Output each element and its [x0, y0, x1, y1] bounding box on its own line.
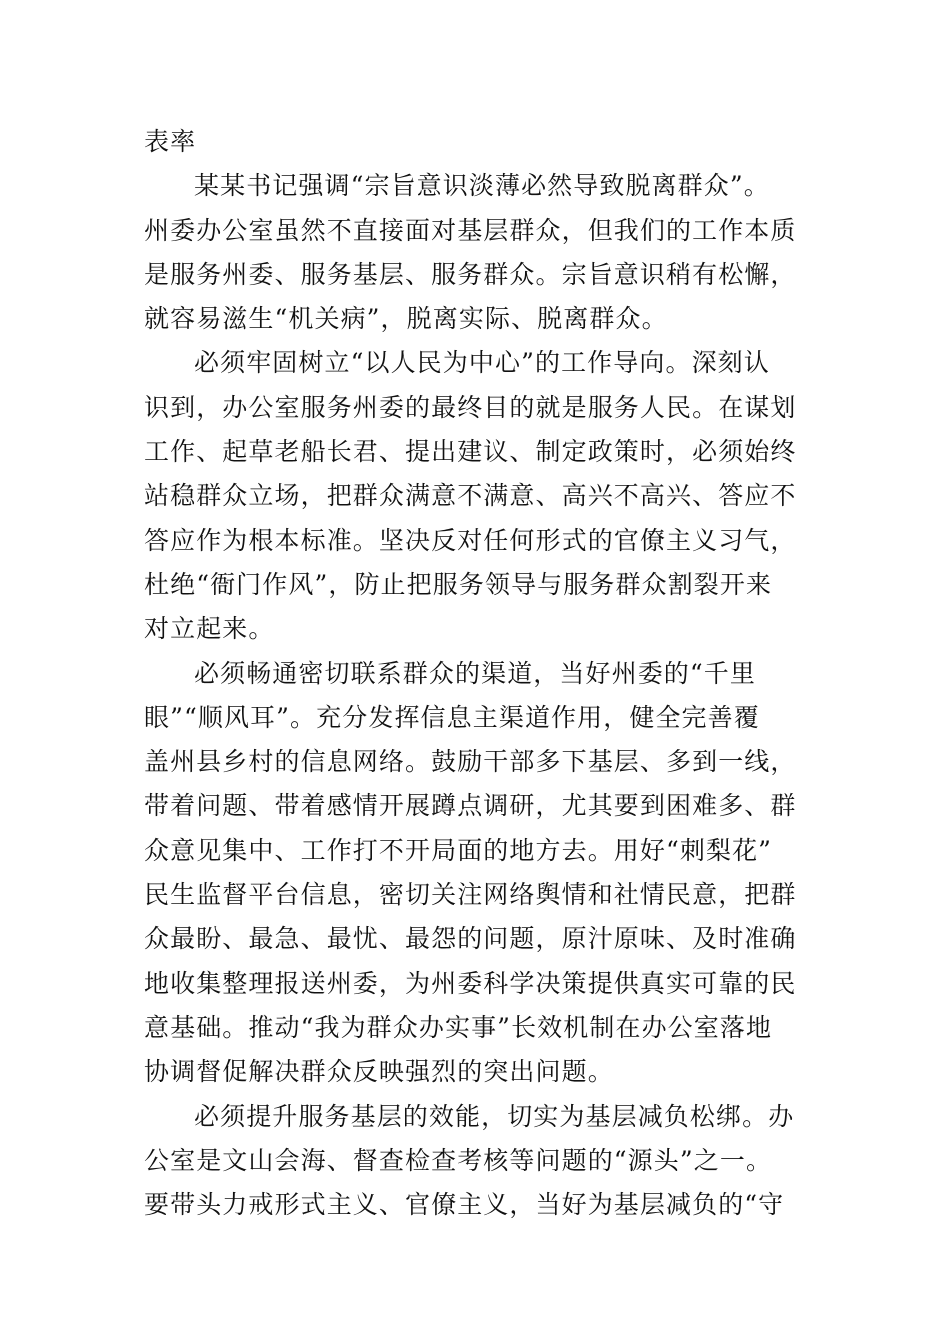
- document-body: [144, 120, 808, 1227]
- text-line: 地收集整理报送州委，为州委科学决策提供真实可靠的民: [144, 968, 797, 998]
- text-line: 州委办公室虽然不直接面对基层群众，但我们的工作本质: [144, 215, 797, 245]
- text-line: 工作、起草老船长君、提出建议、制定政策时，必须始终: [144, 437, 797, 467]
- text-line: 意基础。推动“我为群众办实事”长效机制在办公室落地: [144, 1012, 773, 1042]
- text-line: 带着问题、带着感情开展蹲点调研，尤其要到困难多、群: [144, 791, 797, 821]
- text-line: 众意见集中、工作打不开局面的地方去。用好“刺梨花”: [144, 835, 773, 865]
- text-line: 必须提升服务基层的效能，切实为基层减负松绑。办: [194, 1101, 795, 1131]
- text-line: 公室是文山会海、督查检查考核等问题的“源头”之一。: [144, 1145, 773, 1175]
- text-line: 是服务州委、服务基层、服务群众。宗旨意识稍有松懈，: [144, 259, 797, 289]
- text-line: 答应作为根本标准。坚决反对任何形式的官僚主义习气，: [144, 525, 797, 555]
- text-line: 对立起来。: [144, 614, 275, 644]
- text-line: 协调督促解决群众反映强烈的突出问题。: [144, 1057, 614, 1087]
- text-line: 就容易滋生“机关病”，脱离实际、脱离群众。: [144, 304, 668, 334]
- text-line: 眼”“顺风耳”。充分发挥信息主渠道作用，健全完善覆: [144, 702, 760, 732]
- text-line: 必须畅通密切联系群众的渠道，当好州委的“千里: [194, 658, 756, 688]
- text-line: 识到，办公室服务州委的最终目的就是服务人民。在谋划: [144, 392, 797, 422]
- text-line: 盖州县乡村的信息网络。鼓励干部多下基层、多到一线，: [144, 747, 797, 777]
- text-line: 杜绝“衙门作风”，防止把服务领导与服务群众割裂开来: [144, 569, 773, 599]
- text-line: 要带头力戒形式主义、官僚主义，当好为基层减负的“守: [144, 1190, 785, 1220]
- text-line: 众最盼、最急、最忧、最怨的问题，原汁原味、及时准确: [144, 924, 797, 954]
- text-line: 某某书记强调“宗旨意识淡薄必然导致脱离群众”。: [194, 171, 770, 201]
- text-line: 表率: [144, 127, 197, 156]
- text-line: 站稳群众立场，把群众满意不满意、高兴不高兴、答应不: [144, 481, 797, 511]
- text-line: 必须牢固树立“以人民为中心”的工作导向。深刻认: [194, 348, 770, 378]
- text-line: 民生监督平台信息，密切关注网络舆情和社情民意，把群: [144, 880, 797, 910]
